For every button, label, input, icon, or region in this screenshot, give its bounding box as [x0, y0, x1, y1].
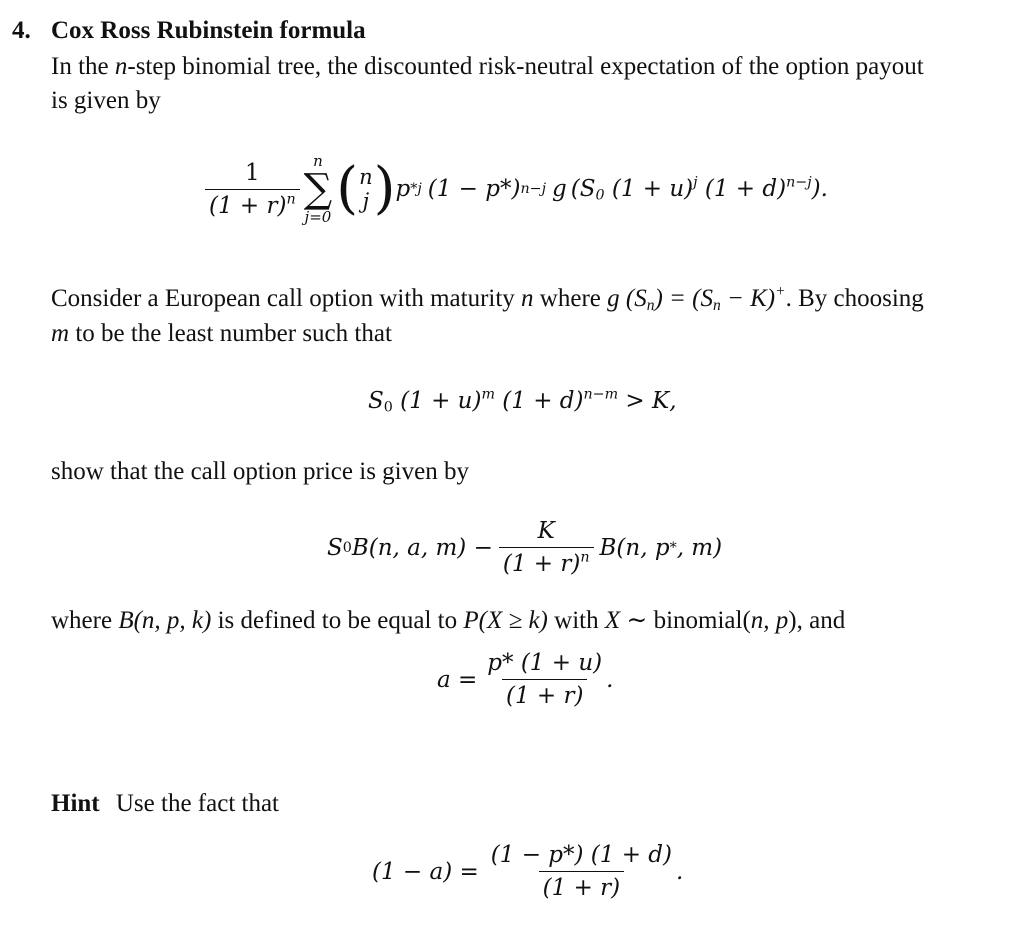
fraction-numerator: 1	[245, 159, 260, 186]
problem-title: Cox Ross Rubinstein formula	[51, 17, 366, 44]
one-minus-a-fraction: $\frac{(1 - p*) (1 + d)}{(1 + r)}$	[490, 842, 672, 901]
intro-text-a: In the	[51, 53, 115, 80]
intro-var-n: n	[114, 53, 128, 80]
payoff-definition: g $(S_n) = (S_n - K)^+$	[607, 282, 786, 314]
paragraph-show-that: show that the call option price is given by	[51, 458, 469, 485]
term-q: (1 − p*)	[427, 176, 521, 202]
fraction-denominator: $(1 + r)^n$	[205, 189, 300, 219]
paragraph-call-option-line2: m to be the least number such that	[51, 320, 392, 347]
equation-threshold-m: $S_0$ $(1 + u)^m$ $(1 + d)^{n-m} > K$,	[368, 386, 677, 416]
binomial-coefficient: ( n j )	[336, 156, 396, 221]
equation-a-definition: a = $\frac{p* (1 + u)}{(1 + r)}$ .	[437, 650, 614, 709]
equation-expectation: $\frac{1}{(1 + r)^n}$ n ∑ j=0 ( n j ) p *j (1 − p*) n−j g ($S_0$ $(1 + u)^j$ $(1 + d)^{n-j}$).	[205, 152, 828, 226]
a-fraction: $\frac{p* (1 + u)}{(1 + r)}$	[487, 650, 603, 709]
sum-lower-limit: j=0	[304, 208, 332, 226]
hint	[51, 790, 279, 818]
equation-call-price: S 0 B(n, a, m) − $\frac{K}{(1 + r)^n}$ B(n, p * , m)	[327, 518, 723, 577]
payoff-g: g	[552, 176, 567, 202]
intro-paragraph-line2: is given by	[51, 87, 161, 114]
payoff-argument: ($S_0$ $(1 + u)^j$ $(1 + d)^{n-j}$).	[570, 174, 828, 204]
paragraph-definition-B: where B(n, p, k) is defined to be equal to P(X ≥ k) with X ∼ binomial(n, p), and	[51, 607, 846, 634]
paragraph-call-option-line1: Consider a European call option with maturity n where g $(S_n) = (S_n - K)^+$. By choosing	[51, 282, 924, 314]
sum-upper-limit: n	[313, 152, 323, 170]
term-p: p	[395, 176, 411, 202]
problem-number: 4.	[12, 17, 31, 44]
hint-text: Use the fact that	[115, 790, 279, 817]
equation-one-minus-a: (1 − a) = $\frac{(1 - p*) (1 + d)}{(1 + r)}$ .	[372, 842, 684, 901]
hint-label: Hint	[51, 790, 100, 817]
strike-discount-fraction: $\frac{K}{(1 + r)^n}$	[499, 518, 594, 577]
summation	[304, 152, 333, 226]
sigma-symbol: ∑	[303, 166, 333, 212]
intro-text-b: -step binomial tree, the discounted risk-neutral expectation of the option payout	[127, 53, 924, 80]
discount-fraction	[205, 160, 300, 219]
intro-paragraph-line1	[51, 53, 924, 81]
